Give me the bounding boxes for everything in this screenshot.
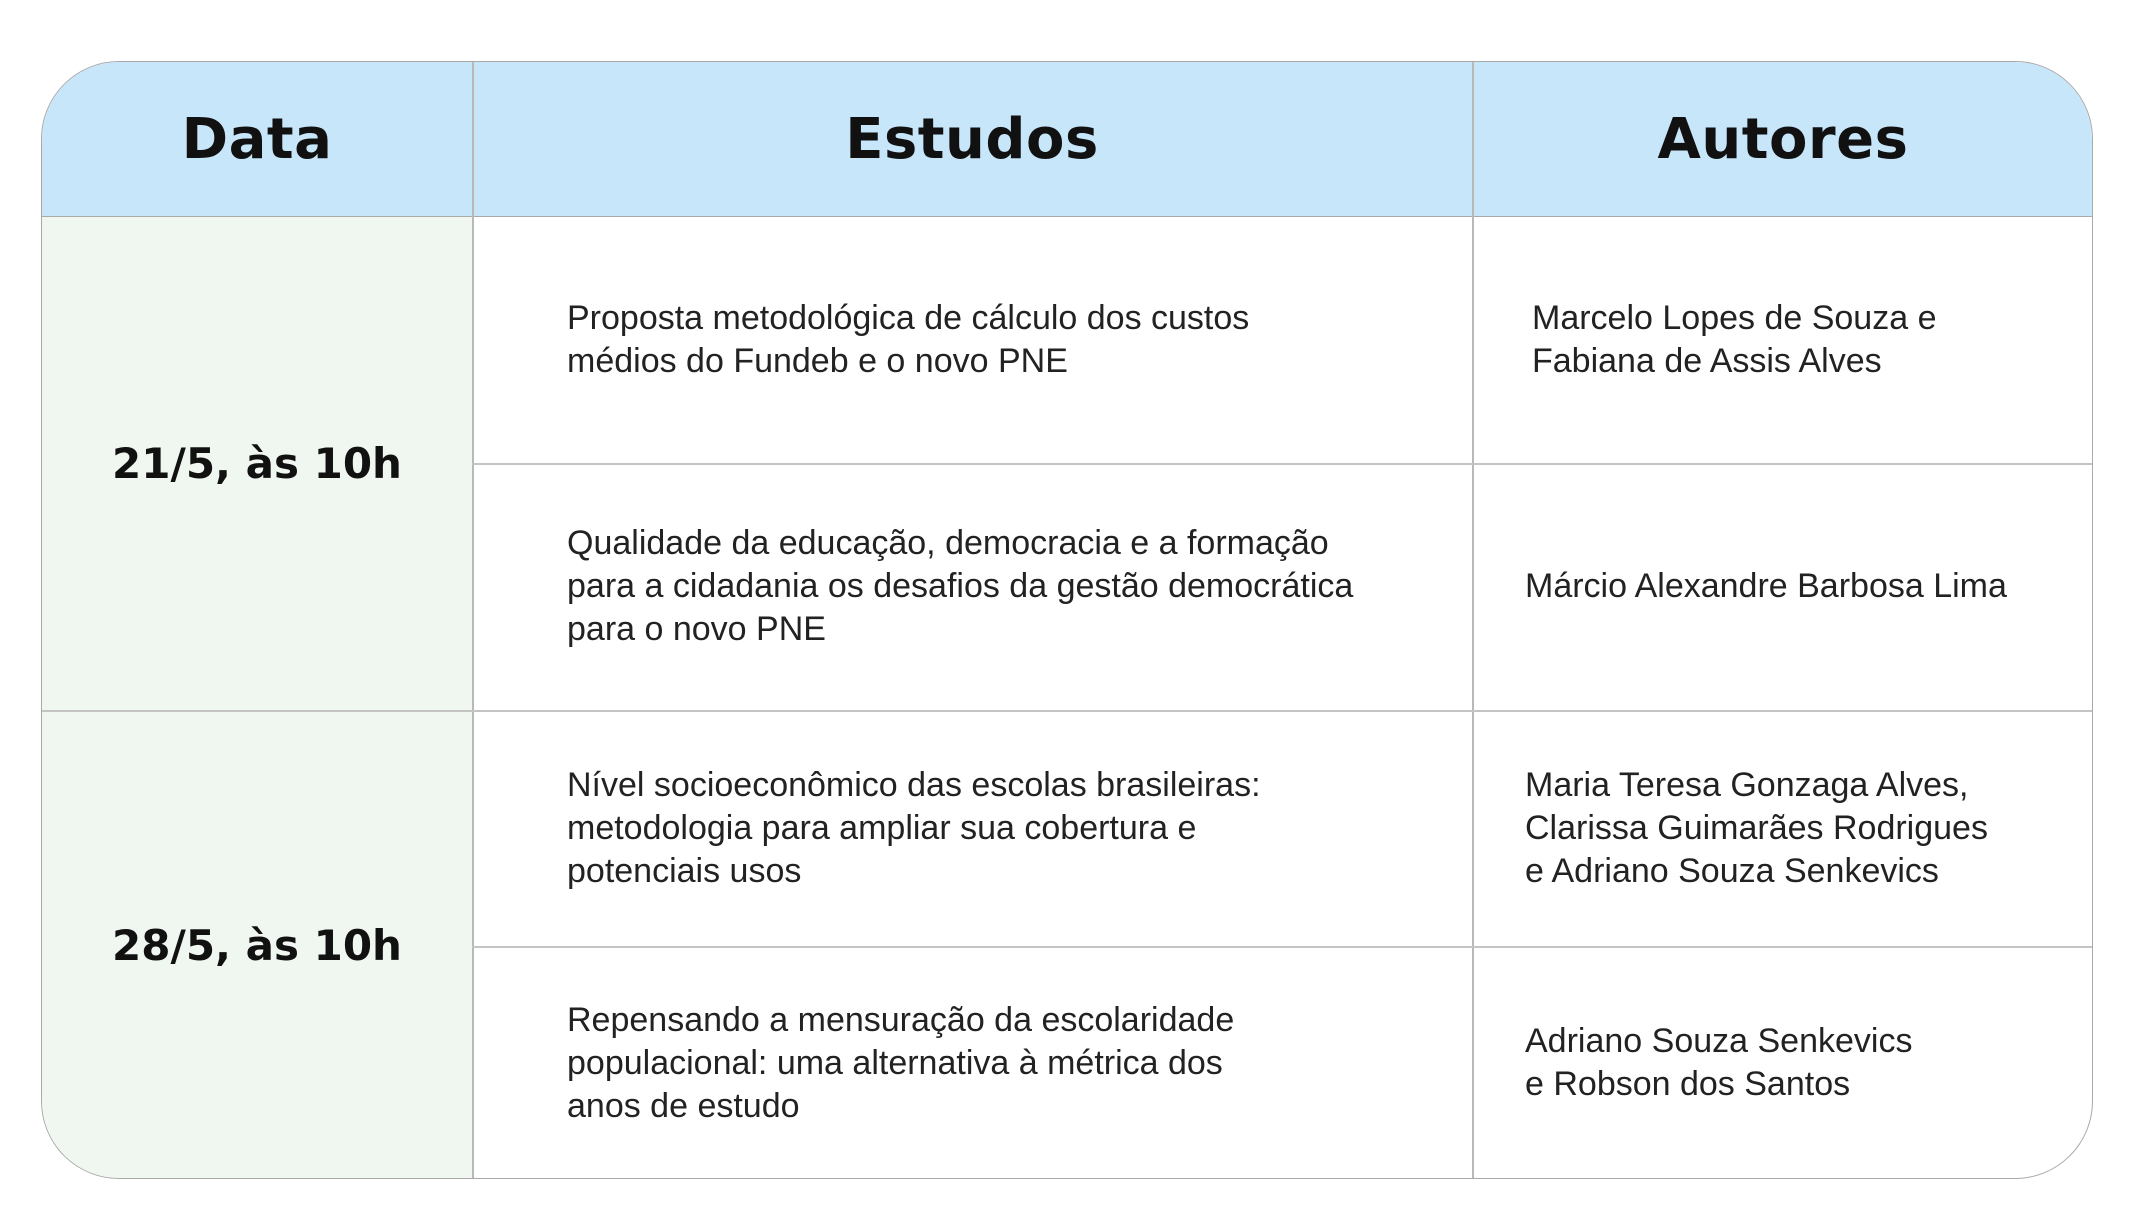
column-divider [472, 62, 474, 1178]
header-autores: Autores [1657, 106, 1909, 172]
schedule-table [41, 61, 2093, 1179]
estudo-cell: Nível socioeconômico das escolas brasileiras: metodologia para ampliar sua cobertura e potenciais usos [567, 765, 1261, 890]
autores-cell: Maria Teresa Gonzaga Alves, Clarissa Guimarães Rodrigues e Adriano Souza Senkevics [1525, 765, 1988, 890]
autores-cell: Adriano Souza Senkevics e Robson dos Santos [1525, 1022, 1913, 1103]
autores-cell: Marcelo Lopes de Souza e Fabiana de Assis Alves [1532, 298, 1937, 380]
estudo-cell: Qualidade da educação, democracia e a formação para a cidadania os desafios da gestão democrática para o novo PNE [567, 524, 1354, 648]
table-header [42, 62, 2092, 217]
header-estudos: Estudos [845, 106, 1099, 172]
date-cell: 28/5, às 10h [112, 920, 402, 970]
column-divider [1472, 62, 1474, 1178]
header-data: Data [181, 106, 333, 172]
date-cell: 21/5, às 10h [112, 438, 402, 488]
estudo-cell: Repensando a mensuração da escolaridade populacional: uma alternativa à métrica dos anos de estudo [567, 1000, 1235, 1125]
autores-cell: Márcio Alexandre Barbosa Lima [1525, 567, 2007, 605]
estudo-cell: Proposta metodológica de cálculo dos custos médios do Fundeb e o novo PNE [567, 298, 1250, 380]
